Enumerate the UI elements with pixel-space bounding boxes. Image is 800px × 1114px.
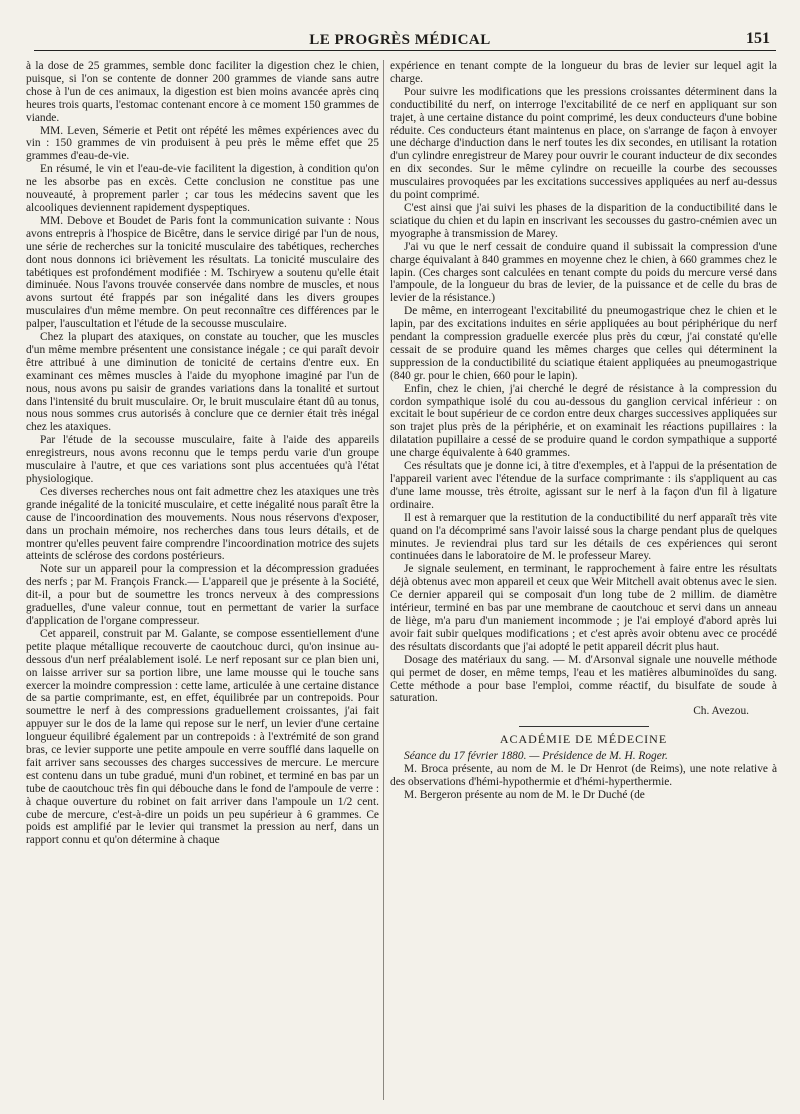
header-rule xyxy=(34,50,776,51)
session-line: Séance du 17 février 1880. — Présidence de M. H. Roger. xyxy=(404,750,668,763)
page-number: 151 xyxy=(746,30,770,47)
paragraph: MM. Debove et Boudet de Paris font la communication suivante : Nous avons entrepris à l'hospice de Bicêtre, dans le service dirigé par l'un de nous, une série de recherches sur la tonicité musculaire des tabétiques, recherches dont nous donnons ici brièvement les résultats. La tonicité musculaire des tabétiques est profondément modifiée : M. Tschiryew a soutenu qu'elle était diminuée. Nous l'avons trouvée conservée dans nombre de muscles, et nous avons surtout été frappés par son inégalité dans les divers groupes musculaires d'un même membre. On peut reconnaître ces différences par le palper, l'auscultation et l'étude de la secousse musculaire. xyxy=(26,214,379,331)
section-separator xyxy=(519,726,649,727)
paragraph: De même, en interrogeant l'excitabilité du pneumogastrique chez le chien et le lapin, par des excitations induites en série appliquées au bout périphérique du nerf pendant la compression graduelle exercée plus près du cœur, j'ai constaté qu'elle cessait de se produire quand les mêmes charges que celles qui déterminent la suppression de la conductibilité du sciatique étaient appliquées au pneumogastrique (840 gr. pour le chien, 660 pour le lapin). xyxy=(390,305,777,382)
running-header xyxy=(0,28,800,52)
paragraph: M. Bergeron présente au nom de M. le Dr Duché (de xyxy=(404,788,645,801)
paragraph: Ces résultats que je donne ici, à titre d'exemples, et à l'appui de la présentation de l'appareil varient avec l'étendue de la surface comprimante : ils s'appliquent au cas d'une lame mousse, très étroite, agissant sur le nerf à la façon d'un fil à ligature ordinaire. xyxy=(390,460,777,511)
column-divider xyxy=(383,60,384,1100)
journal-title: LE PROGRÈS MÉDICAL xyxy=(309,32,491,48)
paragraph: Je signale seulement, en terminant, le rapprochement à faire entre les résultats déjà obtenus avec mon appareil et ceux que Weir Mitchell avait obtenus avec le sien. Ce dernier appareil qui se composait d'un long tube de 2 millim. de diamètre intérieur, terminé en bas par une membrane de caoutchouc et servi dans un anneau de liège, m'a paru d'un maniement incommode ; je l'ai employé d'abord après lui avoir fait subir quelques modifications ; et c'est après avoir obtenu avec ce procédé des résultats discordants que j'ai adopté le petit appareil décrit plus haut. xyxy=(390,563,777,653)
paragraph: à la dose de 25 grammes, semble donc faciliter la digestion chez le chien, puisque, si l'on se contente de donner 200 grammes de viande sans autre chose à l'un de ces animaux, la digestion est bien moins avancée après cinq heures trois quarts, l'estomac contenant encore à ce moment 150 grammes de viande. xyxy=(26,60,379,124)
paragraph: Cet appareil, construit par M. Galante, se compose essentiellement d'une petite plaque métallique recouverte de caoutchouc durci, qu'on insinue au-dessous d'un nerf préalablement isolé. Le nerf reposant sur ce plan bien uni, on laisse arriver sur sa portion libre, une lame mousse qui le touche sans exercer la moindre compression : cette lame, articulée à une certaine distance de sa partie comprimante, est, en effet, équilibrée par un contrepoids. Pour soumettre le nerf à des compressions graduellement croissantes, j'ai fait appuyer sur le dos de la lame qui repose sur le nerf, un levier d'une certaine longueur équilibré également par un contrepoids : à l'extrémité de son grand bras, ce levier supporte une petite ampoule en verre soufflé dans laquelle on fait arriver sans secousses des charges successives de mercure. Le mercure est contenu dans un tube gradué, muni d'un robinet, et terminé en bas par un tube de caoutchouc très fin qui débouche dans le fond de l'ampoule de verre : à chaque ouverture du robinet on fait arriver dans l'ampoule un 1/2 cent. cube de mercure, c'est-à-dire un poids un peu supérieur à 6 grammes. Ce poids est amplifié par le levier qui transmet la pression au nerf, dans un rapport connu et qu'on détermine à chaque xyxy=(26,627,379,847)
paragraph: C'est ainsi que j'ai suivi les phases de la disparition de la conductibilité dans le sciatique du chien et du lapin en inscrivant les secousses du gastro-cnémien avec un myographe à transmission de Marey. xyxy=(390,201,777,240)
section-title: ACADÉMIE DE MÉDECINE xyxy=(499,732,668,747)
paragraph: M. Broca présente, au nom de M. le Dr Henrot (de Reims), une note relative à des observations d'hémi-hypothermie et d'hémi-hyperthermie. xyxy=(390,763,777,788)
paragraph: Il est à remarquer que la restitution de la conductibilité du nerf apparaît très vite quand on l'a décomprimé sans l'avoir laissé sous la charge pendant plus de quelques minutes. Je reviendrai plus tard sur les détails de ces expériences qui seront continuées dans le laboratoire de M. le professeur Marey. xyxy=(390,511,777,563)
paragraph: Enfin, chez le chien, j'ai cherché le degré de résistance à la compression du cordon sympathique isolé du cou au-dessous du ganglion cervical inférieur : on excitait le bout supérieur de ce cordon entre deux charges successives appliquées sur son trajet plus près de la périphérie, et on examinait les réactions pupillaires : la dilatation pupillaire a cessé de se produire quand le cordon sympathique a supporté une charge équivalente à 640 grammes. xyxy=(390,382,777,460)
paragraph: Dosage des matériaux du sang. — M. d'Arsonval signale une nouvelle méthode qui permet de doser, en même temps, l'eau et les matières albuminoïdes du sang. Cette méthode a pour base l'emploi, comme réactif, du bisulfate de soude à saturation. xyxy=(390,653,777,705)
right-column xyxy=(390,60,777,802)
paragraph: Chez la plupart des ataxiques, on constate au toucher, que les muscles d'un même membre présentent une consistance inégale ; ce qui paraît devoir être attribué à une diminution de tonicité de certains d'entre eux. En examinant ces mêmes muscles à l'aide du myophone imaginé par l'un de nous, nous avons pu saisir de grandes variations dans la tonalité et surtout dans l'intensité du bruit musculaire. Or, le bruit musculaire étant dû au tonus, nous nous sommes crus autorisés à conclure que ce dernier était très inégal chez les ataxiques. xyxy=(26,331,379,434)
paragraph: Par l'étude de la secousse musculaire, faite à l'aide des appareils enregistreurs, nous avons reconnu que le temps perdu varie d'un groupe musculaire à l'autre, et que ces variations sont plus accentuées qu'à l'état physiologique. xyxy=(26,434,379,485)
paragraph: En résumé, le vin et l'eau-de-vie facilitent la digestion, à condition qu'on ne les absorbe pas en excès. Cette conclusion ne constitue pas une nouveauté, à proprement parler ; car tous les médecins savent que les alcooliques deviennent rapidement dyspeptiques. xyxy=(26,163,379,214)
author-signature: Ch. Avezou. xyxy=(693,705,749,718)
paragraph: Note sur un appareil pour la compression et la décompression graduées des nerfs ; par M. François Franck.— L'appareil que je présente à la Société, dit-il, a pour but de soumettre les troncs nerveux à des compressions graduelles, d'une valeur connue, tout en permettant de varier la surface d'application de l'organe compresseur. xyxy=(26,563,379,627)
paragraph: Ces diverses recherches nous ont fait admettre chez les ataxiques une très grande inégalité de la tonicité musculaire, et cette inégalité nous paraît être la cause de l'incoordination des mouvements. Nous nous réservons d'exposer, dans un prochain mémoire, nos recherches dans tous leurs détails, et de montrer qu'elles peuvent faire comprendre l'incoordination motrice des sujets atteints de sclérose des cordons postérieurs. xyxy=(26,485,379,563)
paragraph: MM. Leven, Sémerie et Petit ont répété les mêmes expériences avec du vin : 150 grammes de vin produisent à peu près le même effet que 25 grammes d'eau-de-vie. xyxy=(26,124,379,163)
left-column xyxy=(26,60,379,847)
paragraph: Pour suivre les modifications que les pressions croissantes déterminent dans la conductibilité du nerf, on interroge l'excitabilité de ce nerf en appliquant sur son trajet, à une certaine distance du point comprimé, les deux conducteurs d'une bobine réduite. Ces conducteurs étant maintenus en place, on s'arrange de façon à envoyer une décharge d'induction dans le nerf toutes les dix secondes, en utilisant la rotation d'un cylindre enregistreur de Marey pour ouvrir le courant inducteur de dix secondes en dix secondes. Sur le même cylindre on recueille la courbe des secousses musculaires provoquées par les excitations successives appliquées au nerf au-dessus du point comprimé. xyxy=(390,85,777,202)
paragraph: J'ai vu que le nerf cessait de conduire quand il subissait la compression d'une charge équivalant à 840 grammes en moyenne chez le chien, à 660 grammes chez le lapin. (Ces charges sont calculées en tenant compte du poids du mercure versé dans l'ampoule, de la longueur du bras de levier, de la puissance et de celle du bras de levier de la résistance.) xyxy=(390,240,777,305)
paragraph: expérience en tenant compte de la longueur du bras de levier sur lequel agit la charge. xyxy=(390,60,777,85)
